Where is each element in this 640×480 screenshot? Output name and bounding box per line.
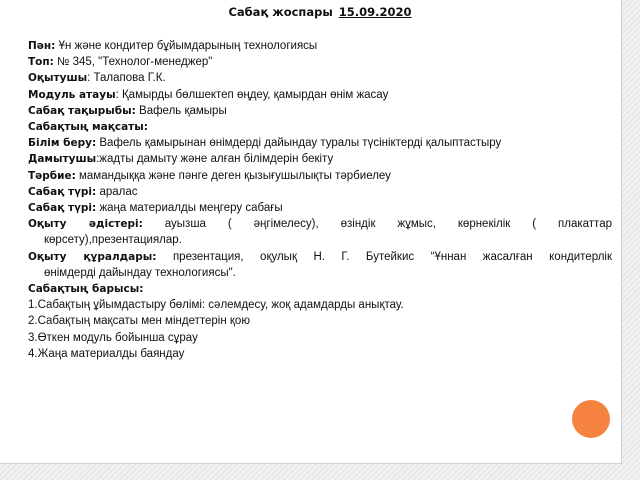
field-developing: Дамытушы:жадты дамыту және алған білімдерін бекіту xyxy=(28,153,334,166)
field-subject: Пән: Ұн және кондитер бұйымдарының технологиясы xyxy=(28,40,318,52)
field-upbringing: Тәрбие: мамандыққа және пәнге деген қызығушылықты тәрбиелеу xyxy=(28,169,391,182)
field-lesson-type-1: Сабақ түрі: аралас xyxy=(28,185,138,198)
page-title xyxy=(0,5,640,19)
field-module: Модуль атауы: Қамырды бөлшектеп өңдеу, қамырдан өнім жасау xyxy=(28,88,389,101)
list-item: 1.Сабақтың ұйымдастыру бөлімі: сәлемдесу, жоқ адамдарды анықтау. xyxy=(28,299,404,312)
field-lesson-type-2: Сабақ түрі: жаңа материалды меңгеру сабағы xyxy=(28,202,283,215)
title-text: Сабақ жоспары xyxy=(228,5,333,19)
title-date: 15.09.2020 xyxy=(338,5,412,19)
field-tools-cont: өнімдерді дайындау технологиясы". xyxy=(44,266,236,279)
slide-border-bottom xyxy=(0,463,640,480)
field-group: Топ: № 345, "Технолог-менеджер" xyxy=(28,56,213,69)
list-item: 4.Жаңа материалды баяндау xyxy=(28,347,185,360)
list-item: 2.Сабақтың мақсаты мен міндеттерін қою xyxy=(28,315,250,328)
field-education: Білім беру: Вафель қамырынан өнімдерді дайындау туралы түсініктерді қалыптастыру xyxy=(28,137,502,150)
decorative-circle xyxy=(572,400,610,438)
field-teacher: Оқытушы: Талапова Г.К. xyxy=(28,72,166,85)
list-item: 3.Өткен модуль бойынша сұрау xyxy=(28,331,198,344)
field-methods-cont: көрсету),презентациялар. xyxy=(44,234,182,247)
field-topic: Сабақ тақырыбы: Вафель қамыры xyxy=(28,104,227,117)
field-process: Сабақтың барысы: xyxy=(28,283,144,296)
field-goal: Сабақтың мақсаты: xyxy=(28,121,148,134)
field-tools: Оқыту құралдары: презентация, оқулық Н. Г. Бутейкис “Ұннан жасалған кондитерлік xyxy=(28,250,613,263)
field-methods: Оқыту әдістері: ауызша ( әңгімелесу), өзіндік жұмыс, көрнекілік ( плакаттар xyxy=(28,218,612,231)
slide-border-right xyxy=(621,0,640,480)
lesson-plan-body xyxy=(28,38,612,362)
